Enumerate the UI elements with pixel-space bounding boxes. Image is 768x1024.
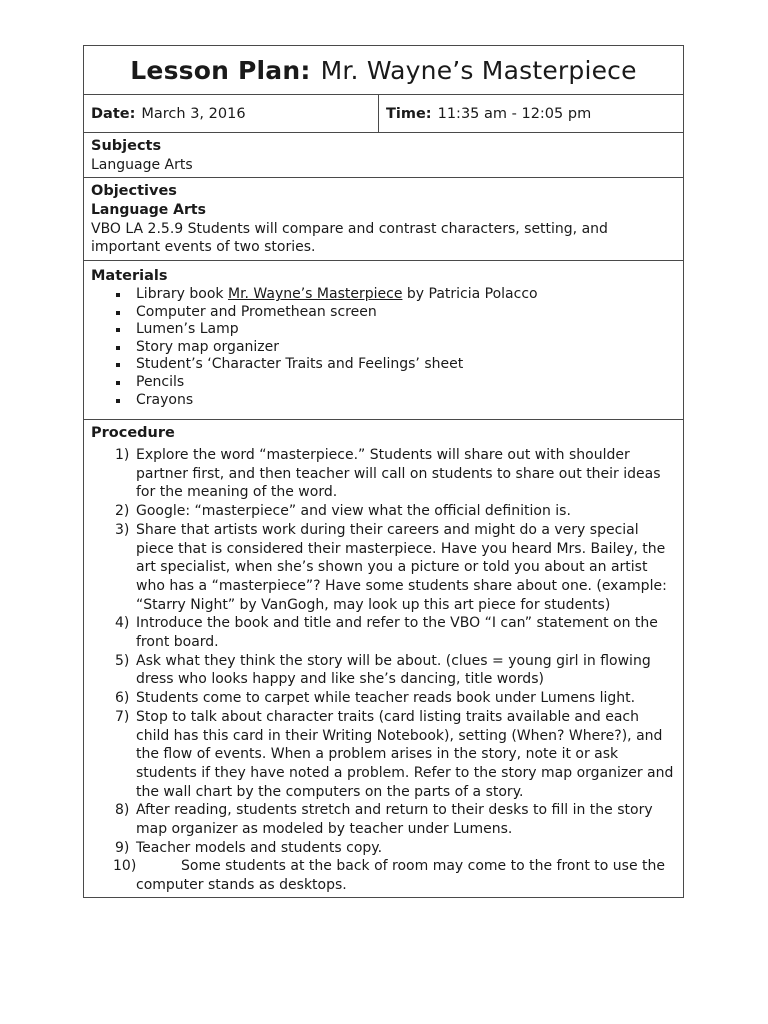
objectives-heading: Objectives [91,183,177,199]
date-time-row [83,94,684,132]
list-item: Crayons [114,392,676,410]
time-value: 11:35 am - 12:05 pm [437,105,592,122]
list-item: 10) Some students at the back of room may come to the front to use the computer stands as desktops. [113,858,666,894]
objectives-text: VBO LA 2.5.9 Students will compare and contrast characters, setting, and important events of two stories. [91,220,608,255]
title-label: Lesson Plan: [130,55,311,85]
procedure-heading: Procedure [91,425,175,441]
list-item: 9) Teacher models and students copy. [115,839,383,856]
list-item: 6) Students come to carpet while teacher reads book under Lumens light. [115,690,636,707]
objectives-subheading: Language Arts [91,202,206,218]
list-item: 8) After reading, students stretch and return to their desks to fill in the story map organizer as modeled by teacher under Lumens. [115,802,653,838]
subjects-value: Language Arts [91,157,193,173]
list-item: Lumen’s Lamp [114,321,676,339]
time-label: Time: [386,105,432,122]
list-item: 5) Ask what they think the story will be about. (clues = young girl in flowing dress who looks happy and like she’s dancing, title words) [115,652,651,688]
materials-section [83,260,684,419]
list-item: Library book Mr. Wayne’s Masterpiece by Patricia Polacco [114,286,676,304]
list-item: Student’s ‘Character Traits and Feelings’ sheet [114,356,676,374]
objectives-section [83,177,684,260]
list-item: 1) Explore the word “masterpiece.” Students will share out with shoulder partner first, and then teacher will call on students to share out their ideas for the meaning of the word. [115,447,661,501]
materials-list [91,286,676,409]
materials-heading: Materials [91,268,168,284]
list-item: 2) Google: “masterpiece” and view what the official definition is. [115,503,571,520]
procedure-section [83,419,684,898]
list-item: 4) Introduce the book and title and refer to the VBO “I can” statement on the front board. [115,615,658,651]
title-text: Mr. Wayne’s Masterpiece [320,55,637,85]
lesson-plan-document [83,45,684,898]
list-item: 7) Stop to talk about character traits (card listing traits available and each child has this card in their Writing Notebook), setting (When? Where?), and the flow of events. When a problem arises in the story, note it or ask students if they have noted a problem. Refer to the story map organizer and the wall chart by the computers on the parts of a story. [115,708,674,800]
book-title: Mr. Wayne’s Masterpiece [227,286,403,302]
subjects-section [83,132,684,177]
list-item: Pencils [114,374,676,392]
list-item: 3) Share that artists work during their careers and might do a very special piece that is considered their masterpiece. Have you heard Mrs. Bailey, the art specialist, when she’s shown you a picture or told you about an artist who has a “masterpiece”? Have some students share about one. (example: “Starry Night” by VanGogh, may look up this art piece for students) [115,521,667,613]
list-item: Story map organizer [114,339,676,357]
page-title [83,45,684,94]
date-label: Date: [91,105,136,122]
date-value: March 3, 2016 [141,105,246,122]
date-cell [84,95,379,132]
list-item: Computer and Promethean screen [114,304,676,322]
procedure-list [91,446,676,895]
subjects-heading: Subjects [91,138,162,154]
time-cell [379,95,683,132]
